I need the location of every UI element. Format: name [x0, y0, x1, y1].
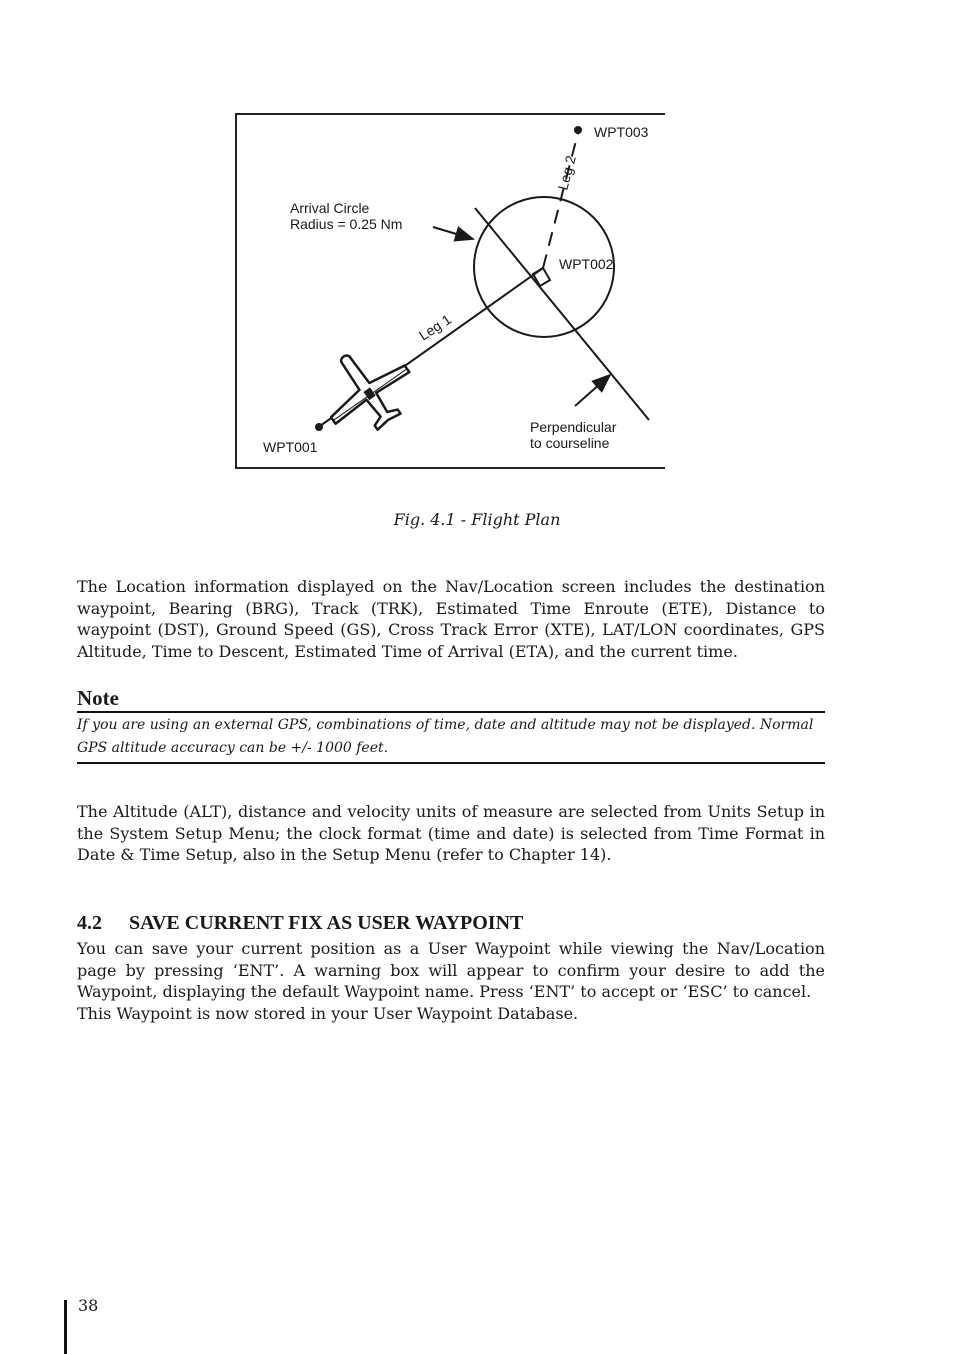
- label-wpt001: WPT001: [263, 439, 318, 455]
- label-wpt002: WPT002: [559, 256, 614, 272]
- page-margin-bar: [64, 1300, 67, 1354]
- units-setup-paragraph: The Altitude (ALT), distance and velocity units of measure are selected from Units Setup in the System Setup Menu; the clock format (time and date) is selected from Time Format in Date & Time Setup, also in the Setup Menu (refer to Chapter 14).: [77, 802, 825, 864]
- note-heading: Note: [77, 686, 119, 710]
- section-number: 4.2: [77, 912, 102, 934]
- label-leg2: Leg 2: [554, 153, 579, 192]
- note-rule-bottom: [77, 762, 825, 764]
- waypoint-dot-icon: [574, 126, 582, 134]
- airplane-icon: [307, 331, 426, 448]
- label-wpt003: WPT003: [594, 124, 649, 140]
- label-arrival-circle: Arrival Circle: [290, 200, 370, 216]
- section-title: SAVE CURRENT FIX AS USER WAYPOINT: [129, 912, 524, 934]
- page-number: 38: [78, 1296, 99, 1315]
- leg2-line: [543, 133, 578, 268]
- perpendicular-line: [475, 208, 649, 420]
- label-leg1: Leg 1: [415, 311, 455, 344]
- flight-plan-diagram: [237, 115, 667, 471]
- label-to-courseline: to courseline: [530, 435, 610, 451]
- section-body-paragraph: You can save your current position as a User Waypoint while viewing the Nav/Location page by pressing ‘ENT’. A warning box will appear to confirm your desire to add the Waypoint, displaying the default Waypoint name. Press ‘ENT’ to accept or ‘ESC’ to cancel.: [77, 939, 825, 1001]
- note-text: If you are using an external GPS, combinations of time, date and altitude may not be displayed. Normal GPS altitude accuracy can be +/- 1000 feet.: [77, 717, 814, 756]
- perpendicular-arrow: [575, 375, 610, 406]
- arrival-circle-arrow: [433, 227, 473, 239]
- location-info-paragraph: The Location information displayed on the Nav/Location screen includes the destination waypoint, Bearing (BRG), Track (TRK), Estimated Time Enroute (ETE), Distance to waypoint (DST), Ground Speed (GS), Cross Track Error (XTE), LAT/LON coordinates, GPS Altitude, Time to Descent, Estimated Time of Arrival (ETA), and the current time.: [77, 577, 825, 661]
- section-heading: [77, 912, 523, 935]
- label-arrival-radius: Radius = 0.25 Nm: [290, 216, 403, 232]
- label-perpendicular: Perpendicular: [530, 419, 617, 435]
- figure-caption: Fig. 4.1 - Flight Plan: [393, 510, 561, 529]
- note-rule-top: [77, 711, 825, 713]
- waypoint-dot-icon: [315, 423, 323, 431]
- section-body-paragraph-2: This Waypoint is now stored in your User Waypoint Database.: [77, 1004, 579, 1023]
- flight-plan-figure: [235, 113, 665, 469]
